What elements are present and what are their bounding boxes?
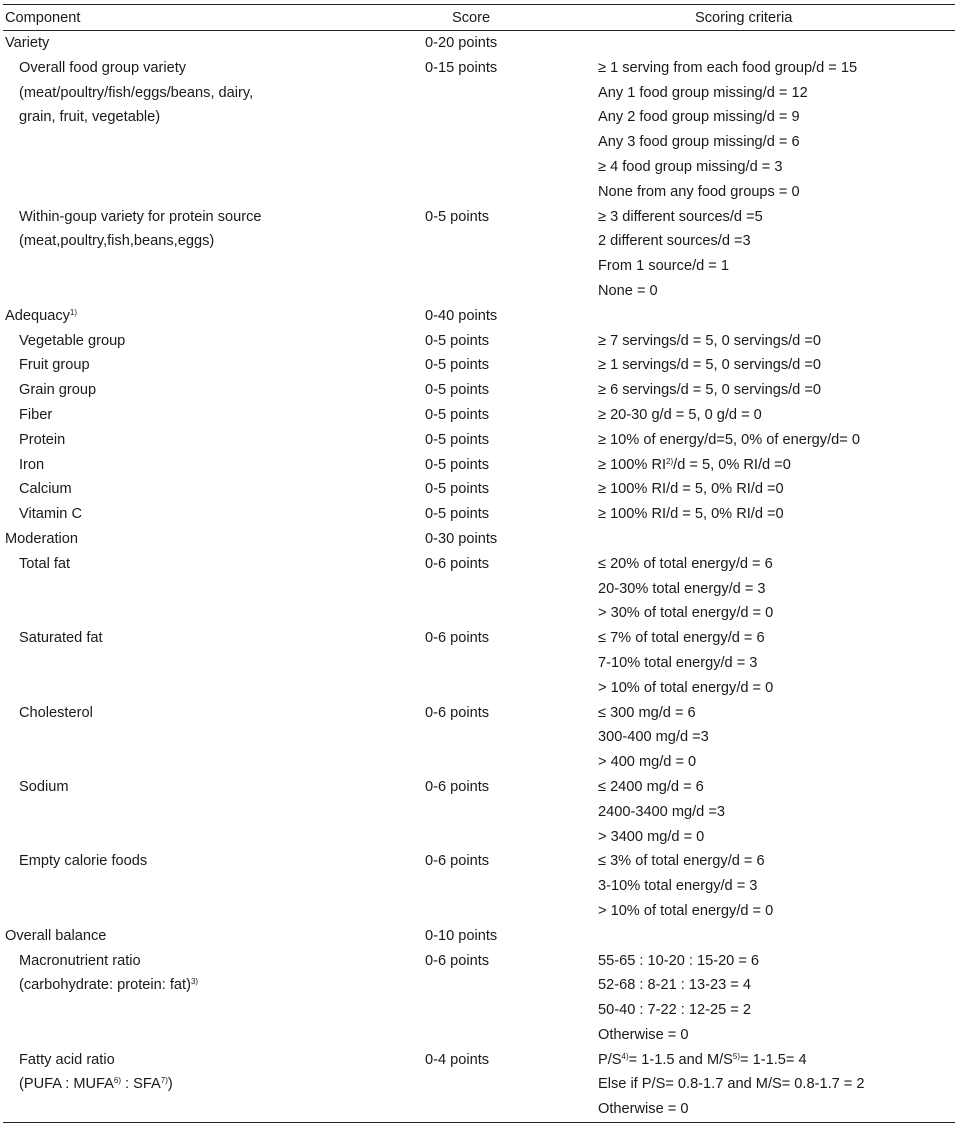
criteria-line: ≥ 10% of energy/d=5, 0% of energy/d= 0	[598, 431, 860, 448]
component-label	[5, 924, 106, 949]
table-row	[3, 329, 955, 354]
criteria-line: ≤ 20% of total energy/d = 6	[598, 555, 773, 572]
sub-component-label	[19, 403, 52, 428]
table-row	[3, 453, 955, 478]
criteria-line: ≥ 100% RI/d = 5, 0% RI/d =0	[598, 481, 784, 498]
sub-component-label	[19, 949, 198, 999]
score-cell: 0-5 points	[425, 332, 490, 349]
label-line: Grain group	[19, 382, 97, 399]
criteria-line: ≥ 4 food group missing/d = 3	[598, 158, 783, 175]
criteria-line: 2 different sources/d =3	[598, 233, 751, 250]
sub-component-label	[19, 1048, 173, 1098]
label-line: Sodium	[19, 778, 69, 795]
score-cell: 0-6 points	[425, 555, 490, 572]
criteria-line: ≤ 3% of total energy/d = 6	[598, 853, 765, 870]
label-line: Fiber	[19, 406, 53, 423]
criteria-cell	[598, 56, 857, 205]
label-line: Fatty acid ratio	[19, 1051, 115, 1068]
label-line: Empty calorie foods	[19, 853, 148, 870]
criteria-line: Any 3 food group missing/d = 6	[598, 134, 800, 151]
label-line: (carbohydrate: protein: fat)$^{3)}$	[19, 977, 199, 994]
criteria-line: 50-40 : 7-22 : 12-25 = 2	[598, 1002, 751, 1019]
criteria-line: Any 1 food group missing/d = 12	[598, 84, 808, 101]
label-line: Variety	[5, 35, 50, 51]
score-cell: 0-6 points	[425, 778, 490, 795]
criteria-line: > 400 mg/d = 0	[598, 754, 697, 771]
score-cell: 0-5 points	[425, 481, 490, 498]
score-cell: 0-20 points	[425, 35, 498, 51]
component-label	[5, 527, 78, 552]
label-line: Calcium	[19, 481, 72, 498]
label-line: Moderation	[5, 530, 79, 547]
score-cell: 0-30 points	[425, 530, 498, 547]
label-line: (meat/poultry/fish/eggs/beans, dairy,	[19, 84, 254, 101]
criteria-line: ≥ 3 different sources/d =5	[598, 208, 763, 225]
criteria-cell	[598, 949, 759, 1048]
footnote-marker: 2)	[666, 456, 674, 466]
table-row	[3, 949, 955, 1048]
sub-component-label	[19, 552, 70, 577]
criteria-line: Any 2 food group missing/d = 9	[598, 109, 800, 126]
criteria-line: ≤ 7% of total energy/d = 6	[598, 630, 765, 647]
criteria-line: ≤ 2400 mg/d = 6	[598, 778, 704, 795]
footnote-marker: 3)	[190, 977, 199, 987]
sub-component-label	[19, 378, 96, 403]
sub-component-label	[19, 502, 82, 527]
label-line: Cholesterol	[19, 704, 93, 721]
footnote-marker: 1)	[69, 307, 78, 317]
sub-component-label	[19, 849, 147, 874]
label-line: Fruit group	[19, 357, 90, 374]
criteria-cell	[598, 453, 791, 478]
criteria-line: From 1 source/d = 1	[598, 258, 729, 275]
sub-component-label	[19, 353, 90, 378]
component-label	[5, 304, 77, 329]
criteria-cell	[598, 329, 821, 354]
score-cell: 0-5 points	[425, 382, 490, 399]
score-cell: 0-40 points	[425, 307, 498, 324]
table-header	[3, 5, 955, 31]
criteria-cell	[598, 775, 725, 849]
sub-component-label	[19, 626, 103, 651]
criteria-line: 2400-3400 mg/d =3	[598, 803, 725, 820]
criteria-line: > 10% of total energy/d = 0	[598, 902, 774, 919]
score-cell: 0-5 points	[425, 208, 490, 225]
label-line: grain, fruit, vegetable)	[19, 109, 161, 126]
criteria-line: > 10% of total energy/d = 0	[598, 679, 774, 696]
label-line: Overall food group variety	[19, 59, 187, 76]
sub-component-label	[19, 701, 93, 726]
label-line: Adequacy$^{1)}$	[5, 307, 78, 324]
label-line: Iron	[19, 456, 45, 473]
label-line: Macronutrient ratio	[19, 952, 141, 969]
score-cell: 0-15 points	[425, 59, 498, 76]
score-cell: 0-6 points	[425, 704, 490, 721]
label-line: Total fat	[19, 555, 71, 572]
header-component: Component	[5, 10, 81, 26]
criteria-cell	[598, 428, 860, 453]
label-line: (meat,poultry,fish,beans,eggs)	[19, 233, 215, 250]
criteria-cell	[598, 205, 763, 304]
score-cell: 0-6 points	[425, 630, 490, 647]
score-cell: 0-10 points	[425, 927, 498, 944]
score-cell: 0-5 points	[425, 431, 490, 448]
score-cell: 0-5 points	[425, 506, 490, 523]
label-line: Saturated fat	[19, 630, 103, 647]
criteria-cell	[598, 378, 821, 403]
table-row	[3, 775, 955, 849]
component-label	[5, 31, 49, 56]
criteria-line: ≥ 1 servings/d = 5, 0 servings/d =0	[598, 357, 821, 374]
score-cell: 0-4 points	[425, 1051, 490, 1068]
table-row	[3, 31, 955, 56]
table-row	[3, 378, 955, 403]
criteria-line: Otherwise = 0	[598, 1026, 689, 1043]
sub-component-label	[19, 775, 68, 800]
sub-component-label	[19, 205, 262, 255]
criteria-line: 3-10% total energy/d = 3	[598, 878, 758, 895]
table-body	[3, 31, 955, 1122]
header-criteria: Scoring criteria	[695, 10, 793, 26]
table-row	[3, 924, 955, 949]
label-line: Overall balance	[5, 927, 107, 944]
table-row	[3, 304, 955, 329]
sub-component-label	[19, 56, 253, 130]
criteria-line: ≥ 7 servings/d = 5, 0 servings/d =0	[598, 332, 821, 349]
table-row	[3, 403, 955, 428]
criteria-line: 7-10% total energy/d = 3	[598, 654, 758, 671]
sub-component-label	[19, 453, 44, 478]
table-row	[3, 527, 955, 552]
score-cell: 0-5 points	[425, 357, 490, 374]
score-cell: 0-5 points	[425, 406, 490, 423]
label-line: Vegetable group	[19, 332, 126, 349]
label-line: Vitamin C	[19, 506, 82, 523]
criteria-line: 20-30% total energy/d = 3	[598, 580, 766, 597]
label-line: Within-goup variety for protein source	[19, 208, 262, 225]
criteria-line: ≤ 300 mg/d = 6	[598, 704, 696, 721]
table-row	[3, 205, 955, 304]
criteria-cell	[598, 552, 773, 626]
score-cell: 0-5 points	[425, 456, 490, 473]
footnote-marker: 4)	[621, 1051, 629, 1061]
criteria-line: 52-68 : 8-21 : 13-23 = 4	[598, 977, 751, 994]
criteria-cell	[598, 1048, 865, 1122]
criteria-cell	[598, 477, 784, 502]
criteria-line: ≥ 20-30 g/d = 5, 0 g/d = 0	[598, 406, 762, 423]
label-line: Protein	[19, 431, 66, 448]
criteria-cell	[598, 502, 784, 527]
table-row	[3, 353, 955, 378]
criteria-line: None from any food groups = 0	[598, 183, 800, 200]
table-row	[3, 849, 955, 923]
criteria-line: ≥ 100% RI/d = 5, 0% RI/d =0	[598, 506, 784, 523]
criteria-line: None = 0	[598, 282, 658, 299]
criteria-cell	[598, 626, 773, 700]
footnote-marker: 6)	[113, 1076, 121, 1086]
table-row	[3, 626, 955, 700]
criteria-line: 55-65 : 10-20 : 15-20 = 6	[598, 952, 760, 969]
criteria-line: Else if P/S= 0.8-1.7 and M/S= 0.8-1.7 = 2	[598, 1076, 865, 1093]
table-row	[3, 477, 955, 502]
footnote-marker: 5)	[732, 1051, 741, 1061]
criteria-line: > 3400 mg/d = 0	[598, 828, 705, 845]
footnote-marker: 7)	[160, 1076, 168, 1086]
score-cell: 0-6 points	[425, 853, 490, 870]
table-row	[3, 428, 955, 453]
table-row	[3, 552, 955, 626]
score-cell: 0-6 points	[425, 952, 490, 969]
criteria-cell	[598, 403, 762, 428]
criteria-line: ≥ 6 servings/d = 5, 0 servings/d =0	[598, 382, 821, 399]
criteria-line: ≥ 100% $RI^{2)}/d = 5$, 0% RI/d =0	[598, 456, 791, 473]
sub-component-label	[19, 329, 125, 354]
scoring-table	[3, 4, 955, 1123]
criteria-line: > 30% of total energy/d = 0	[598, 605, 774, 622]
header-score: Score	[452, 10, 491, 26]
sub-component-label	[19, 477, 72, 502]
criteria-cell	[598, 849, 773, 923]
criteria-cell	[598, 701, 709, 775]
table-row	[3, 1048, 955, 1122]
table-row	[3, 56, 955, 205]
table-row	[3, 502, 955, 527]
criteria-line: $P/S^{4)}= 1-1.5$ and $M/S^{5)}= 1-1.5= 4$	[598, 1051, 807, 1068]
criteria-line: Otherwise = 0	[598, 1101, 689, 1118]
criteria-cell	[598, 353, 821, 378]
label-line: (PUFA : MUFA$^{6)}$ : SFA$^{7)}$)	[19, 1076, 173, 1093]
criteria-line: ≥ 1 serving from each food group/d = 15	[598, 59, 858, 76]
criteria-line: 300-400 mg/d =3	[598, 729, 709, 746]
sub-component-label	[19, 428, 65, 453]
table-row	[3, 701, 955, 775]
